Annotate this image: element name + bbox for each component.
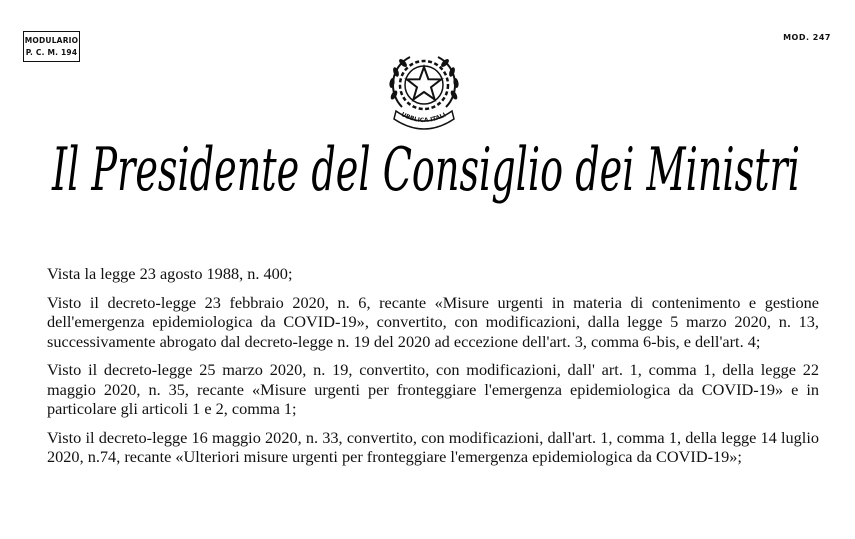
paragraph-dl-19-2020: Visto il decreto-legge 25 marzo 2020, n. 19, convertito, con modificazioni, dall' art. 1, comma 1, della legge 22 maggio 2020, n. 35, recante «Misure urgenti per fronteggiare l'emergenza epidemiologica da COVID-19» e in particolare gli articoli 1 e 2, comma 1; — [47, 360, 819, 418]
paragraph-dl-33-2020: Visto il decreto-legge 16 maggio 2020, n. 33, convertito, con modificazioni, dall'art. 1, comma 1, della legge 14 luglio 2020, n.74, recante «Ulteriori misure urgenti per fronteggiare l'emergenza epidemiologica da COVID-19»; — [47, 427, 819, 466]
italian-republic-emblem-icon — [380, 45, 468, 131]
modulario-box — [23, 31, 80, 62]
mod-number: MOD. 247 — [783, 33, 831, 42]
document-body — [47, 264, 819, 476]
emblem-ribbon-text: UBBLICA ITALI — [399, 111, 448, 125]
title-text: Il Presidente del Consiglio dei Ministri — [51, 135, 800, 205]
paragraph-legge-400: Vista la legge 23 agosto 1988, n. 400; — [47, 264, 293, 283]
modulario-label: MODULARIO — [24, 36, 79, 45]
modulario-code: P. C. M. 194 — [25, 48, 78, 57]
page-title — [40, 122, 816, 227]
paragraph-dl-6-2020: Visto il decreto-legge 23 febbraio 2020, n. 6, recante «Misure urgenti in materia di contenimento e gestione dell'emergenza epidemiologica da COVID-19», convertito, con modificazioni, dalla legge 5 marzo 2020, n. 13, successivamente abrogato dal decreto-legge n. 19 del 2020 ad eccezione dell'art. 3, comma 6-bis, e dell'art. 4; — [47, 292, 819, 351]
